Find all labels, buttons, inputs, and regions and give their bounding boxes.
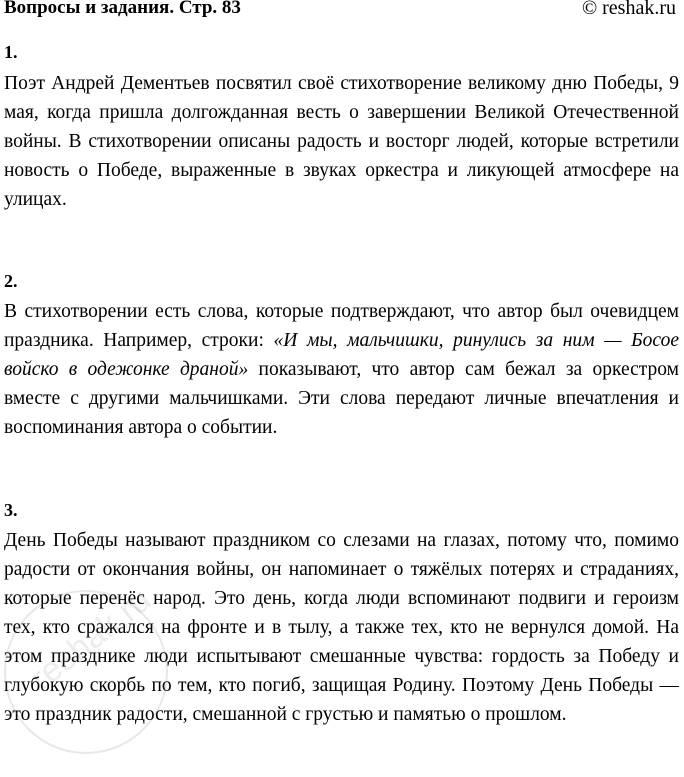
page-header	[4, 0, 680, 24]
section-2-number: 2.	[4, 271, 18, 291]
watermark-text: reshak.ru	[23, 580, 159, 698]
section-1-text: Поэт Андрей Дементьев посвятил своё стихотворение великому дню Победы, 9 мая, когда пришла долгожданная весть о завершении Великой Отечественной войны. В стихотворении описаны радость и восторг людей, которые встретили новость о Победе, выраженные в звуках оркестра и ликующей атмосфере на улицах.	[4, 73, 679, 210]
section-2-text	[4, 297, 679, 442]
section-2-text-before: В стихотворении есть слова, которые подтверждают, что автор был очевидцем праздника. Например, строки:	[4, 301, 679, 351]
section-3-text: День Победы называют праздником со слезами на глазах, потому что, помимо радости от окончания войны, он напоминает о тяжёлых потерях и страданиях, которые перенёс народ. Это день, когда люди вспоминают подвиги и героизм тех, кто сражался на фронте и в тылу, а также тех, кто не вернулся домой. На этом празднике люди испытывают смешанные чувства: гордость за Победу и глубокую скорбь по тем, кто погиб, защищая Родину. Поэтому День Победы — это праздник радости, смешанной с грустью и памятью о прошлом.	[4, 530, 679, 725]
page-title: Вопросы и задания. Стр. 83	[4, 0, 241, 18]
section-2-text-after: показывают, что автор сам бежал за оркестром вместе с другими мальчишками. Эти слова передают личные впечатления и воспоминания автора о событии.	[4, 359, 679, 438]
section-2-quote: «И мы, мальчишки, ринулись за ним — Босое войско в одежонке драной»	[4, 330, 680, 380]
site-copyright: © reshak.ru	[581, 0, 676, 19]
section-3-number: 3.	[4, 500, 18, 520]
section-1-number: 1.	[4, 42, 18, 62]
